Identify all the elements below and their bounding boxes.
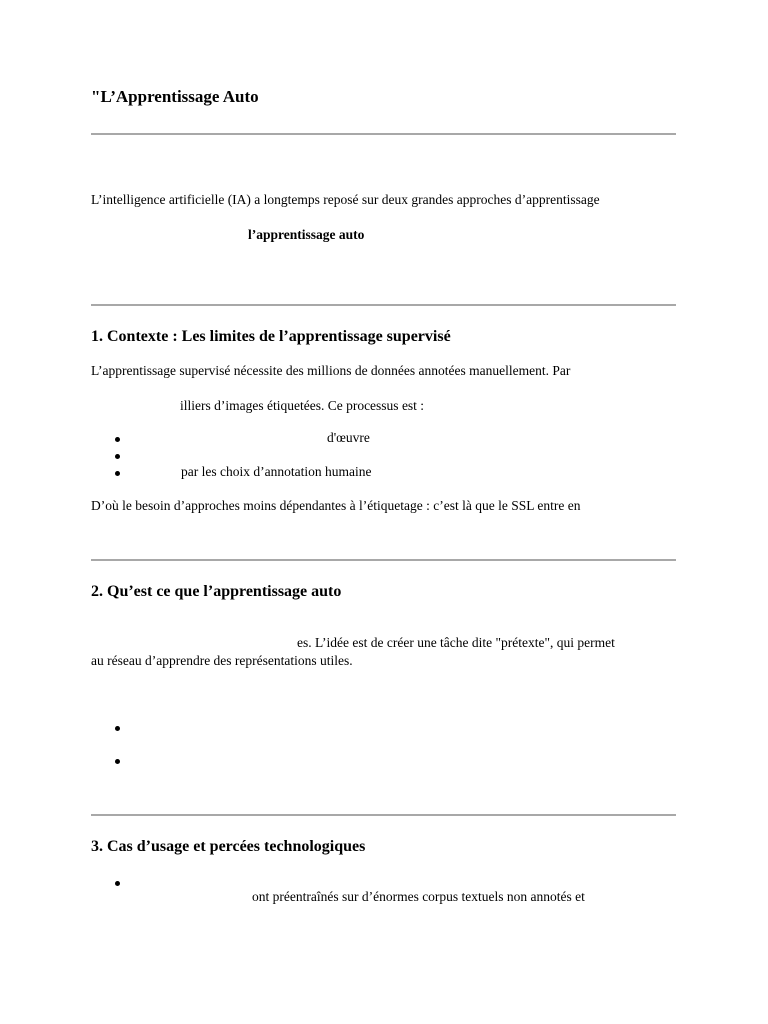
divider xyxy=(91,814,676,816)
section-3-paragraph-line: ont préentraînés sur d’énormes corpus textuels non annotés et xyxy=(252,889,585,904)
section-3-heading: 3. Cas d’usage et percées technologiques xyxy=(91,838,366,855)
divider xyxy=(91,133,676,135)
section-1-paragraph-line-2: illiers d’images étiquetées. Ce processus est : xyxy=(180,398,425,413)
section-1-bullet-1: d'œuvre xyxy=(327,430,370,445)
bullet-marker xyxy=(115,454,120,459)
bullet-marker xyxy=(115,437,120,442)
section-2-paragraph-line-2: au réseau d’apprendre des représentations utiles. xyxy=(91,653,353,668)
divider xyxy=(91,559,676,561)
bullet-marker xyxy=(115,471,120,476)
intro-line-1: L’intelligence artificielle (IA) a longtemps reposé sur deux grandes approches d’apprentissage xyxy=(91,192,600,207)
bullet-marker xyxy=(115,759,120,764)
section-1-paragraph-line-1: L’apprentissage supervisé nécessite des millions de données annotées manuellement. Par xyxy=(91,363,571,378)
intro-line-2: l’apprentissage auto xyxy=(248,227,365,242)
document-title: "L’Apprentissage Auto xyxy=(91,87,259,106)
bullet-marker xyxy=(115,726,120,731)
section-2-paragraph-line-1: es. L’idée est de créer une tâche dite "prétexte", qui permet xyxy=(297,635,615,650)
section-2-heading: 2. Qu’est ce que l’apprentissage auto xyxy=(91,583,342,600)
divider xyxy=(91,304,676,306)
section-1-bullet-3: par les choix d’annotation humaine xyxy=(181,464,372,479)
section-1-closing: D’où le besoin d’approches moins dépendantes à l’étiquetage : c’est là que le SSL entre en xyxy=(91,498,581,513)
bullet-marker xyxy=(115,881,120,886)
section-1-heading: 1. Contexte : Les limites de l’apprentissage supervisé xyxy=(91,328,451,345)
